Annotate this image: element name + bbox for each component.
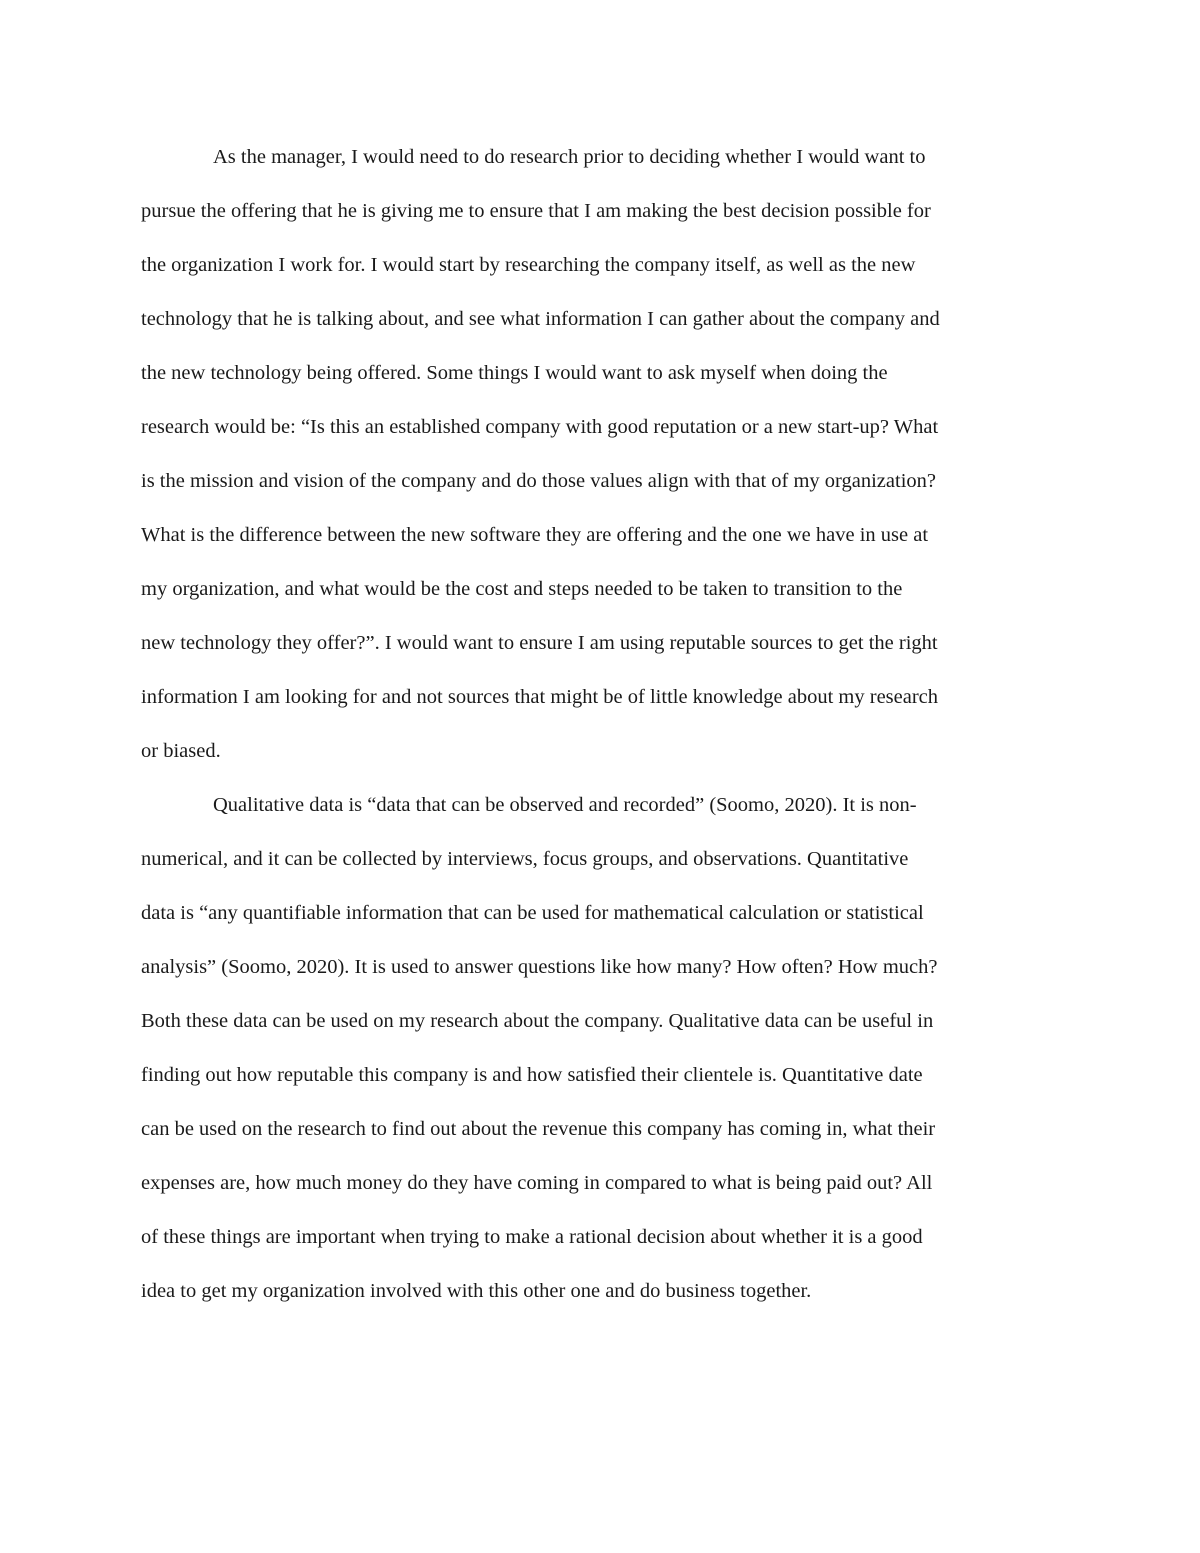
paragraph-line: new technology they offer?”. I would want to ensure I am using reputable sources to get the right — [141, 632, 938, 654]
paragraph-line: What is the difference between the new software they are offering and the one we have in use at — [141, 524, 929, 546]
paragraph-line: the organization I work for. I would start by researching the company itself, as well as the new — [141, 254, 916, 276]
paragraph-line: my organization, and what would be the cost and steps needed to be taken to transition to the — [141, 578, 903, 600]
paragraph-line: data is “any quantifiable information that can be used for mathematical calculation or statistical — [141, 902, 924, 924]
paragraph-line: Qualitative data is “data that can be observed and recorded” (Soomo, 2020). It is non- — [213, 794, 917, 816]
paragraph-line: the new technology being offered. Some things I would want to ask myself when doing the — [141, 362, 888, 384]
document-body — [141, 130, 1061, 1318]
paragraph-line: or biased. — [141, 740, 221, 762]
paragraph-line: research would be: “Is this an established company with good reputation or a new start-up? What — [141, 416, 939, 438]
paragraph-2 — [141, 778, 1061, 1318]
paragraph-line: pursue the offering that he is giving me to ensure that I am making the best decision possible for — [141, 200, 931, 222]
paragraph-line: is the mission and vision of the company and do those values align with that of my organization? — [141, 470, 936, 492]
paragraph-line: finding out how reputable this company is and how satisfied their clientele is. Quantitative date — [141, 1064, 923, 1086]
paragraph-line: information I am looking for and not sources that might be of little knowledge about my research — [141, 686, 939, 708]
paragraph-1 — [141, 130, 1061, 778]
paragraph-line: analysis” (Soomo, 2020). It is used to answer questions like how many? How often? How much? — [141, 956, 938, 978]
paragraph-line: can be used on the research to find out about the revenue this company has coming in, what their — [141, 1118, 936, 1140]
paragraph-line: idea to get my organization involved with this other one and do business together. — [141, 1280, 812, 1302]
paragraph-line: numerical, and it can be collected by interviews, focus groups, and observations. Quantitative — [141, 848, 909, 870]
paragraph-line: expenses are, how much money do they have coming in compared to what is being paid out? All — [141, 1172, 933, 1194]
paragraph-line: of these things are important when trying to make a rational decision about whether it is a good — [141, 1226, 923, 1248]
paragraph-line: Both these data can be used on my research about the company. Qualitative data can be useful in — [141, 1010, 934, 1032]
paragraph-line: As the manager, I would need to do research prior to deciding whether I would want to — [213, 146, 926, 168]
paragraph-line: technology that he is talking about, and see what information I can gather about the company and — [141, 308, 940, 330]
